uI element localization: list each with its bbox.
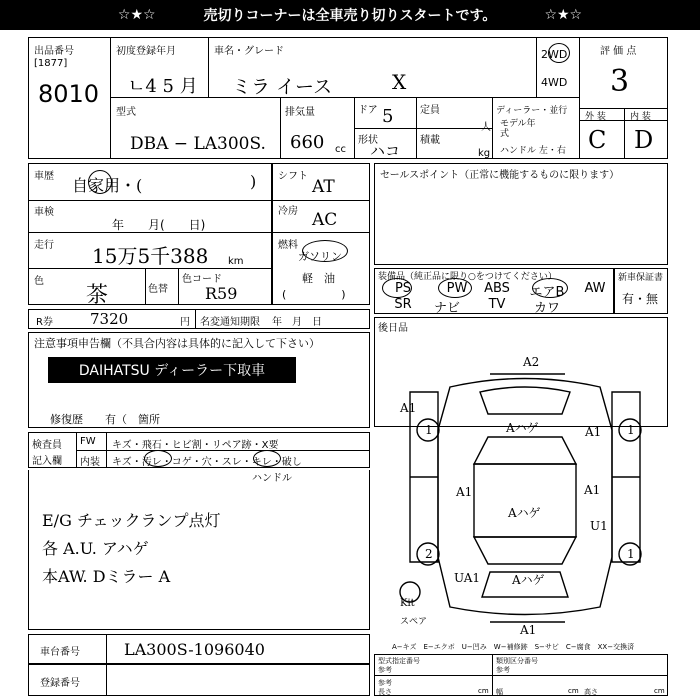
warranty-value: 有・無 — [622, 292, 659, 306]
chassis-value: LA300S-1096040 — [124, 640, 265, 659]
nai-circle-1 — [144, 450, 172, 467]
ac-value: AC — [312, 210, 338, 230]
fuel-label: 燃料 — [278, 240, 298, 251]
damage-legend: A−キズ E−エクボ U−凹み W−補修跡 S−サビ C−腐食 XX−交換済 — [392, 643, 635, 651]
lot-code: [1877] — [34, 58, 68, 69]
ac-label: 冷房 — [278, 206, 298, 217]
handle-label: ハンドル 左・右 — [500, 146, 566, 156]
disp-label: 排気量 — [285, 107, 315, 118]
banner-stars-left: ☆★☆ — [117, 7, 156, 23]
mark-rear-bumper: A1 — [520, 623, 537, 637]
fuel-diesel: 軽 油 — [302, 272, 335, 285]
eq-circle-airbag — [532, 278, 568, 298]
recycle-unit: 円 — [180, 317, 190, 328]
drive-2wd: 2WD — [541, 48, 568, 61]
color-change-label: 色替 — [148, 284, 168, 295]
inspector-fw: FW — [80, 436, 96, 447]
roof-panel — [474, 464, 576, 537]
inspector-nai: 内装 — [80, 457, 100, 468]
top-banner — [0, 0, 700, 30]
nai-circle-2 — [253, 450, 281, 467]
ext-label: 外 装 — [585, 112, 606, 122]
shift-label: シフト — [278, 171, 308, 182]
height-label: 高さ — [584, 688, 598, 696]
mark-right-rear: U1 — [590, 519, 608, 533]
lot-label: 出品番号 — [34, 46, 74, 57]
mark-tailgate: Aハゲ — [512, 573, 545, 587]
warranty-label: 新車保証書 — [618, 273, 664, 283]
repair-label: 修復歴 有（ 箇所 — [50, 413, 160, 426]
eq-ps: PS — [394, 281, 412, 296]
int-value: D — [634, 126, 654, 154]
width-unit: cm — [568, 687, 579, 695]
eq-aw: AW — [584, 281, 606, 296]
inspect-value: 年 月( 日) — [112, 218, 206, 232]
disp-unit: cc — [335, 144, 346, 155]
ext-value: C — [588, 126, 607, 154]
notice-date-label: 名変通知期限 — [200, 317, 260, 328]
model-label: 型式 — [116, 107, 136, 118]
load-unit: kg — [478, 148, 491, 159]
eq-circle-ps — [382, 278, 412, 298]
cap-unit: 人 — [481, 122, 491, 133]
mark-spare: スペア — [400, 617, 428, 627]
ref-label-1: 参考 — [378, 666, 392, 674]
eq-pw: PW — [446, 281, 468, 296]
mark-wheel-fl: 1 — [425, 423, 433, 437]
windshield — [474, 437, 576, 464]
length-label: 長さ — [378, 688, 392, 696]
door-label: ドア — [358, 105, 378, 116]
mileage-value: 15万5千388 — [92, 244, 209, 268]
mark-hood: Aハゲ — [506, 421, 539, 435]
note-line-3: 本AW. Dミラー A — [42, 567, 171, 586]
eq-sr: SR — [394, 297, 412, 312]
reg-value: ㄴ4 5 月 — [128, 76, 198, 97]
registration-label: 登録番号 — [40, 678, 80, 689]
mark-left-front: A1 — [400, 401, 417, 415]
load-label: 積載 — [420, 135, 440, 146]
reg-label: 初度登録年月 — [116, 46, 176, 57]
recycle-label: R券 — [36, 317, 53, 328]
inspector-nai-text: キズ・汚レ・コゲ・穴・スレ・キレ・破し — [112, 457, 302, 468]
hood-panel — [480, 387, 570, 414]
color-code-label: 色コード — [182, 274, 222, 285]
lot-number: 8010 — [38, 80, 100, 108]
drive-4wd: 4WD — [541, 76, 568, 89]
eq-navi: ナビ — [433, 301, 460, 316]
recycle-value: 7320 — [90, 310, 129, 328]
eq-abs: ABS — [484, 281, 510, 296]
sales-point-label: セールスポイント（正常に機能するものに限ります） — [380, 170, 620, 181]
drive-circle — [548, 43, 570, 63]
use-label: 車歴 — [34, 171, 54, 182]
banner-stars-right: ☆★☆ — [544, 7, 583, 23]
fuel-circle — [302, 240, 348, 262]
mark-right-front: A1 — [585, 425, 602, 439]
mark-wheel-fr: 1 — [627, 423, 635, 437]
inspect-label: 車検 — [34, 207, 54, 218]
mark-left-rear: UA1 — [454, 571, 481, 585]
note-line-1: E/G チェックランプ点灯 — [42, 511, 221, 530]
cap-label: 定員 — [420, 105, 440, 116]
name-label: 車名・グレード — [214, 46, 284, 57]
eq-airbag: エアB — [529, 285, 565, 300]
use-circle — [88, 170, 112, 194]
color-code-value: R59 — [205, 284, 238, 303]
eq-leather: カワ — [533, 301, 560, 316]
banner-text: 売切りコーナーは全車売り切りスタートです。 — [203, 8, 497, 24]
mark-kit: Kit — [400, 598, 415, 609]
category-label: 類別区分番号 — [496, 657, 538, 665]
inspector-label-1: 検査員 — [32, 440, 62, 451]
ref-label-3: 参考 — [378, 679, 392, 687]
chassis-label: 車台番号 — [40, 647, 80, 658]
mark-roof: Aハゲ — [508, 506, 541, 520]
notice-date: 年 月 日 — [272, 317, 322, 328]
equipment-label: 装備品（純正品に限り○をつけてください） — [378, 272, 557, 282]
grade-value: X — [392, 70, 407, 94]
model-year-label: モデル年式 — [500, 119, 536, 139]
height-unit: cm — [654, 687, 665, 695]
color-label: 色 — [34, 276, 44, 287]
fuel-paren: ( ) — [282, 288, 346, 301]
eq-circle-pw — [438, 278, 472, 298]
inspector-fw-text: キズ・飛石・ヒビ割・リペア跡・X要 — [112, 440, 279, 451]
use-close: ) — [250, 172, 257, 191]
eq-tv: TV — [488, 297, 506, 312]
mark-left-door: A1 — [456, 485, 473, 499]
disp-value: 660 — [290, 132, 325, 153]
score-label: 評 価 点 — [600, 46, 637, 57]
door-value: 5 — [382, 106, 394, 127]
fuel-gas: ガソリン — [298, 250, 342, 263]
mark-right-door: A1 — [584, 483, 601, 497]
length-unit: cm — [478, 687, 489, 695]
car-diagram — [380, 352, 670, 642]
after-label: 後日品 — [378, 323, 408, 334]
notice-label: 注意事項申告欄（不具合内容は具体的に記入して下さい） — [34, 337, 320, 350]
mark-wheel-rl: 2 — [425, 547, 433, 561]
name-value: ミラ イース — [232, 76, 333, 98]
mark-a2: A2 — [523, 355, 540, 369]
dealer-badge: DAIHATSU ディーラー下取車 — [48, 357, 296, 383]
mark-wheel-rr: 1 — [627, 547, 635, 561]
dealer-label: ディーラー・並行 — [496, 106, 568, 116]
note-line-2: 各 A.U. アハゲ — [42, 539, 149, 558]
mileage-unit: km — [228, 256, 244, 267]
width-label: 幅 — [496, 688, 503, 696]
shape-value: ハコ — [370, 142, 401, 160]
shift-value: AT — [312, 177, 335, 197]
model-value: DBA − LA300S. — [130, 134, 266, 154]
int-label: 内 装 — [630, 112, 651, 122]
score-value: 3 — [610, 64, 630, 99]
inspector-scribble: ハンドル — [252, 473, 292, 484]
use-value: 自家用・( — [72, 176, 143, 195]
mileage-label: 走行 — [34, 240, 54, 251]
rear-window — [474, 537, 576, 564]
inspector-label-2: 記入欄 — [32, 456, 62, 467]
color-value: 茶 — [86, 283, 109, 308]
ref-label-2: 参考 — [496, 666, 510, 674]
shape-label: 形状 — [358, 135, 378, 146]
type-designation-label: 型式指定番号 — [378, 657, 420, 665]
